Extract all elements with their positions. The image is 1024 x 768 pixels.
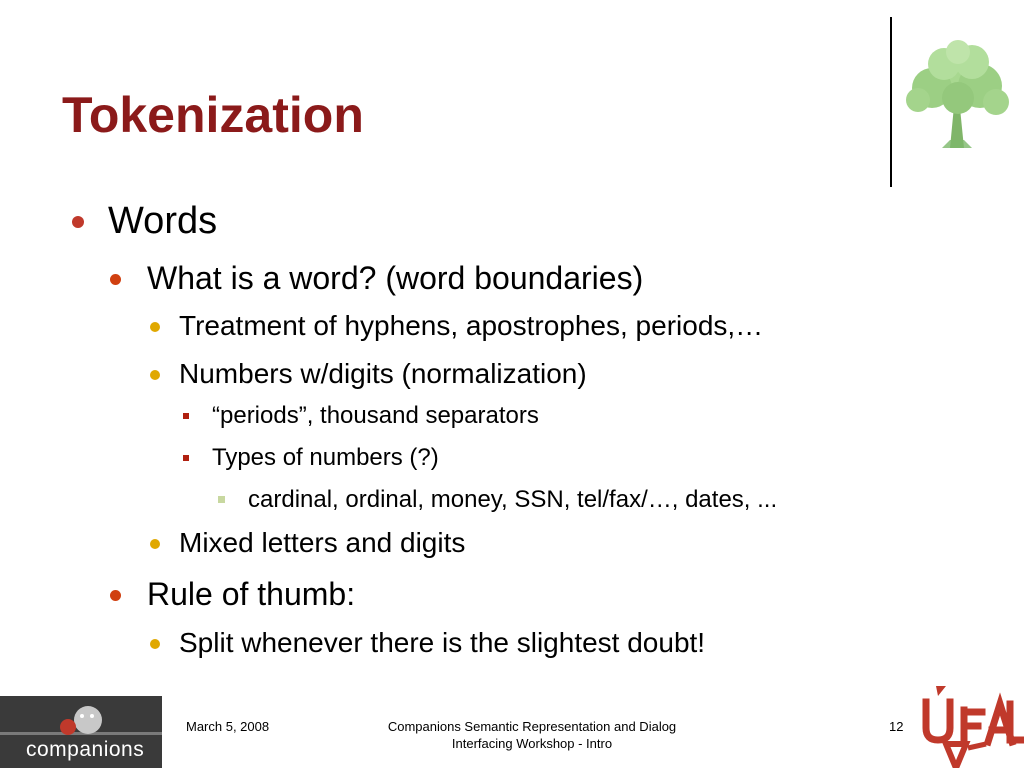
slide-title: Tokenization: [62, 87, 364, 143]
bullet-text: Split whenever there is the slightest doubt!: [179, 627, 706, 658]
bullet-dot: [150, 370, 160, 380]
bullet-text: Rule of thumb:: [147, 576, 356, 612]
bullet-dot: [72, 216, 84, 228]
bullet-text: “periods”, thousand separators: [212, 402, 539, 429]
footer-event-line2: Interfacing Workshop - Intro: [451, 736, 613, 751]
footer-event-line1: Companions Semantic Representation and Dialog: [387, 719, 677, 734]
bullet-text: Treatment of hyphens, apostrophes, periods,…: [179, 310, 764, 341]
ufal-logo: [916, 684, 1024, 768]
footer-date: March 5, 2008: [186, 719, 270, 734]
bullet-square: [183, 455, 189, 461]
bullet-text: Types of numbers (?): [212, 444, 439, 471]
bullet-text: cardinal, ordinal, money, SSN, tel/fax/…, dates, ...: [248, 486, 778, 513]
bullet-text: Mixed letters and digits: [179, 527, 466, 558]
bullet-text: Words: [108, 200, 218, 242]
bullet-dot: [150, 639, 160, 649]
companions-logo: [0, 696, 162, 768]
bullet-dot: [150, 539, 160, 549]
bullet-dot: [150, 322, 160, 332]
page-number: 12: [889, 719, 904, 734]
bullet-dot: [110, 274, 121, 285]
bullet-square: [183, 413, 189, 419]
footer-event: [352, 718, 712, 752]
divider-line: [890, 17, 892, 187]
bullet-square: [218, 496, 225, 503]
bullet-dot: [110, 590, 121, 601]
bullet-text: What is a word? (word boundaries): [147, 260, 644, 296]
companions-logo-text: companions: [26, 738, 145, 761]
bullet-text: Numbers w/digits (normalization): [179, 358, 587, 389]
tree-icon: [898, 36, 1014, 152]
